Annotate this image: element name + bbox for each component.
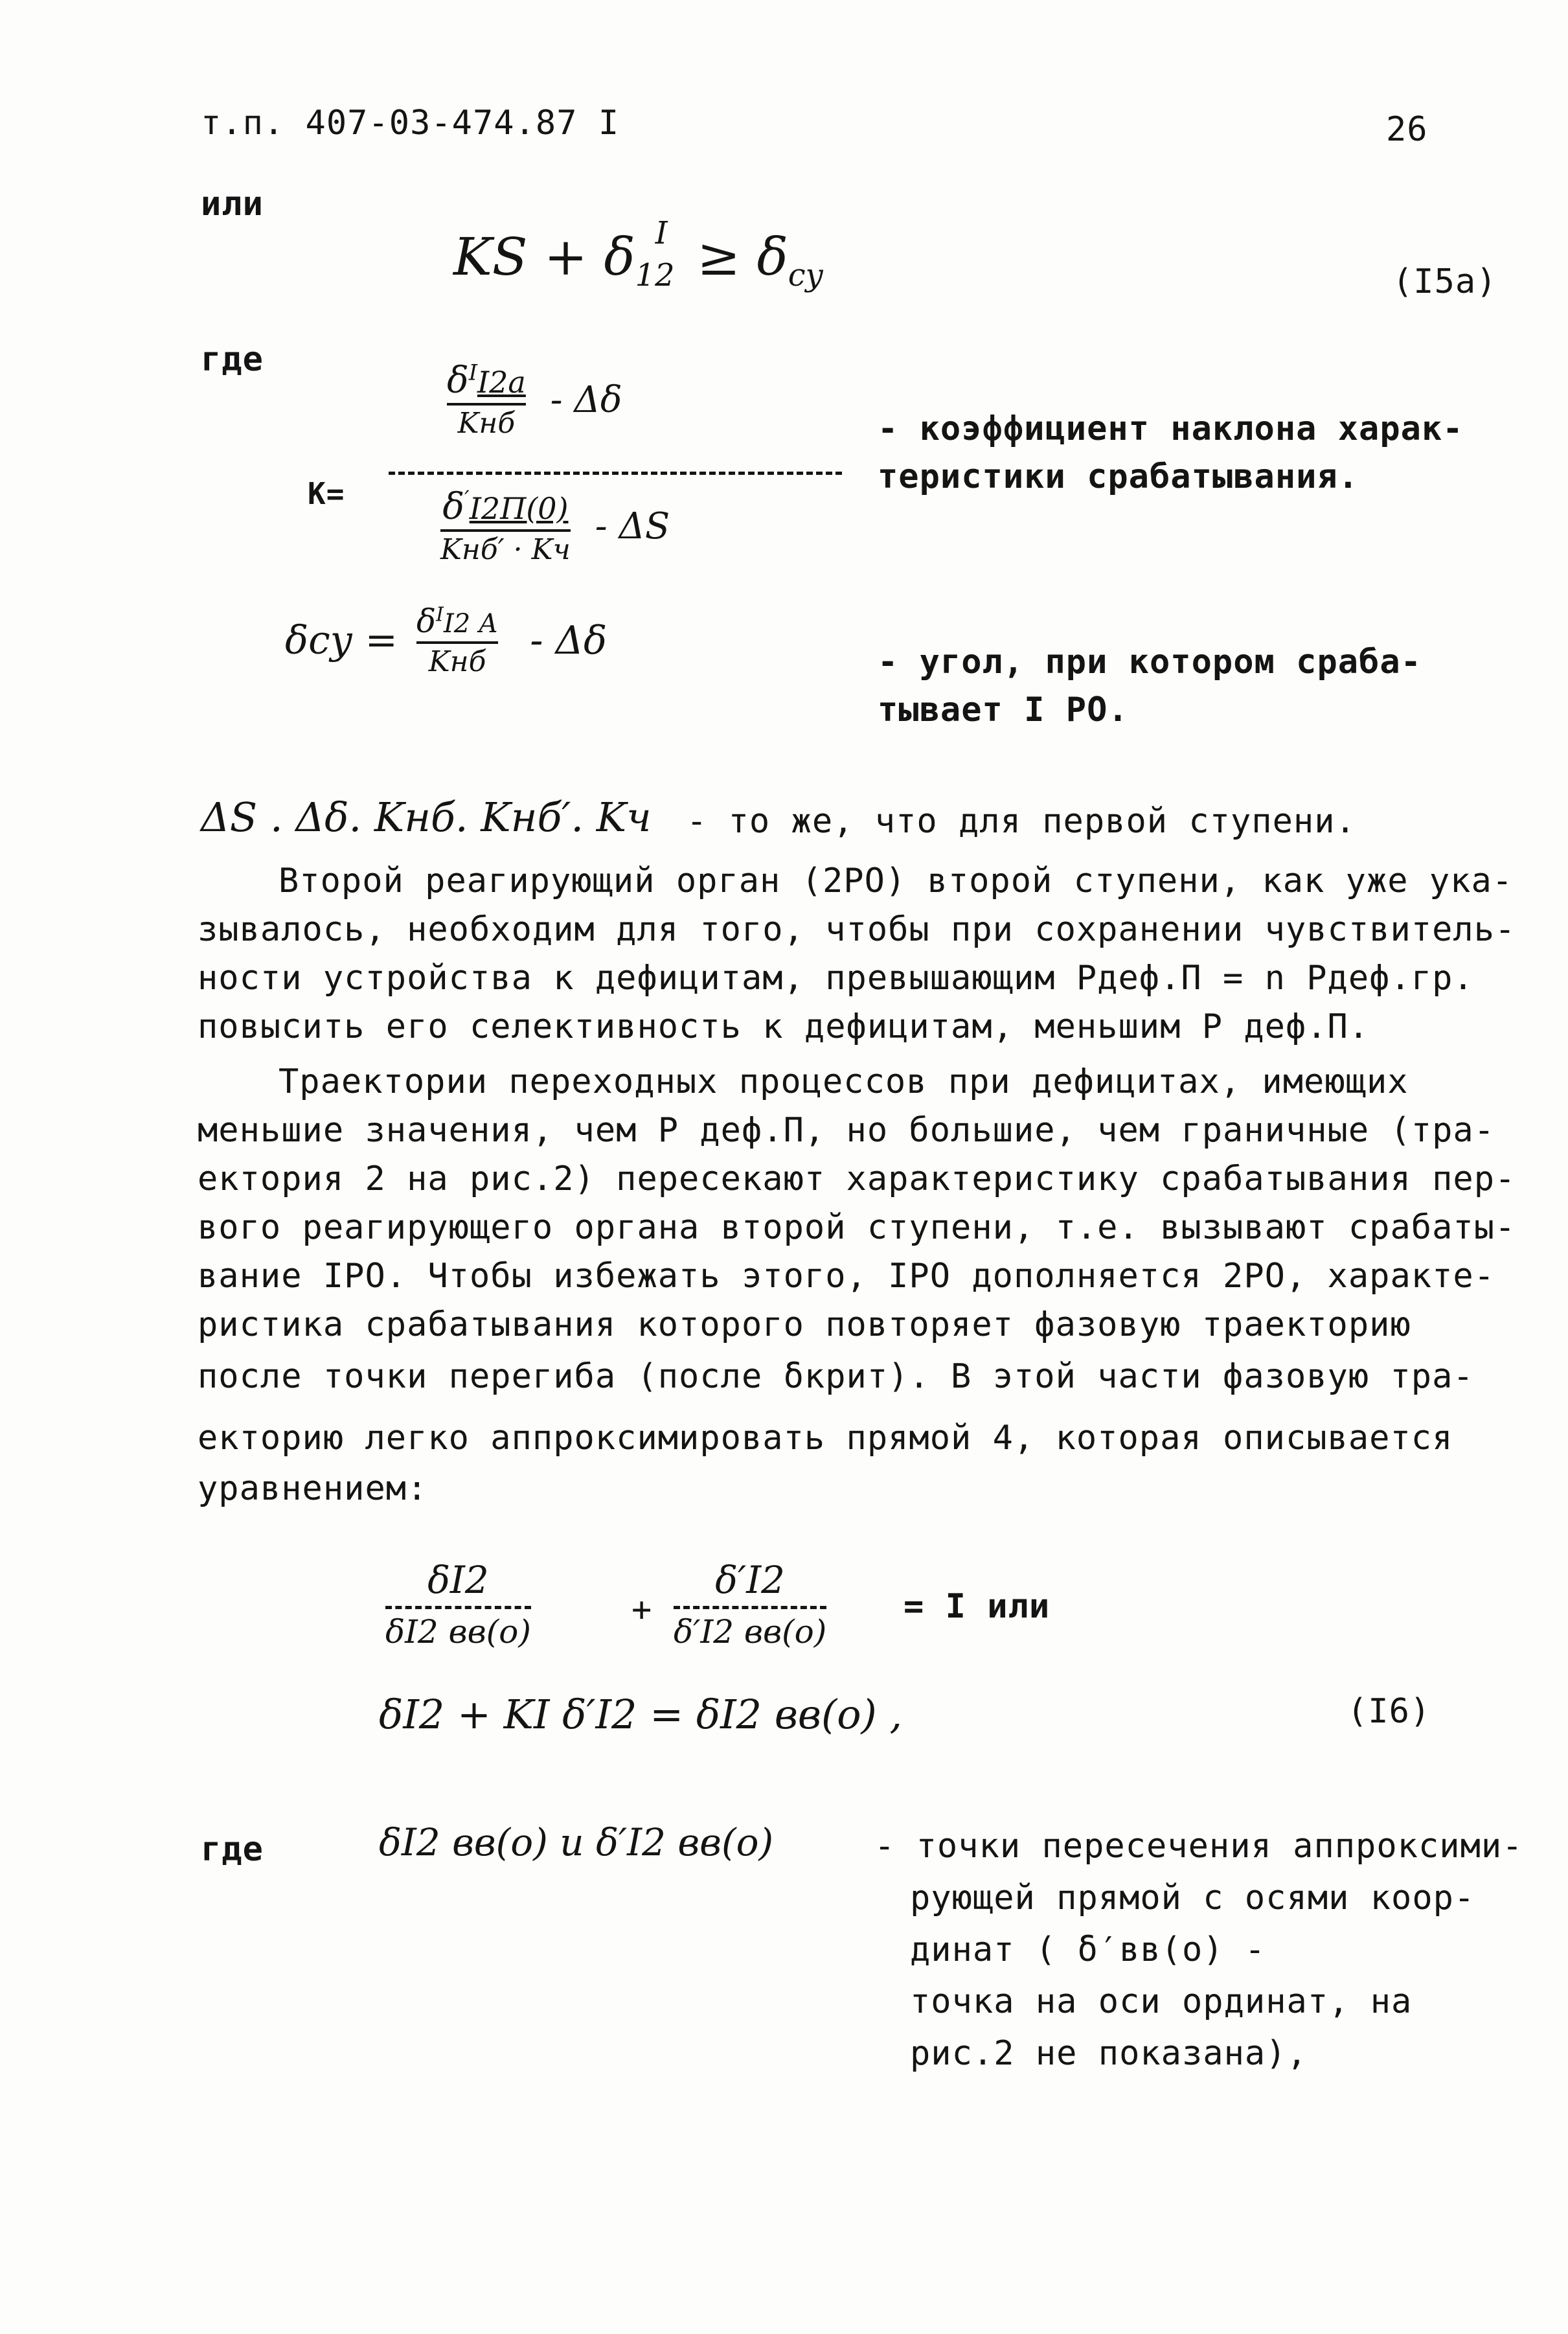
eq16-rhs: = I или — [903, 1587, 1051, 1626]
where2-desc-line-2: рующей прямой с осями коор- — [910, 1879, 1475, 1917]
k-lhs: K= — [308, 476, 345, 511]
k-num-sup: I — [468, 360, 477, 385]
or-label: или — [201, 185, 264, 223]
k-outer-numerator — [447, 360, 622, 440]
k-desc-line-1: - коэффициент наклона харак- — [878, 409, 1464, 448]
para2-line-5: вание IРО. Чтобы избежать этого, IРО дополняется 2РО, характе- — [198, 1257, 1495, 1296]
equation-15a — [453, 215, 824, 293]
eq15a-rel: ≥ δ — [697, 227, 788, 287]
k-den-delta: δ — [442, 486, 465, 528]
eq15a-sup: I — [655, 215, 668, 252]
k-den-minus: - ΔS — [595, 505, 670, 547]
k-den-sup: ′ — [464, 486, 470, 512]
dcy-desc-line-2: тывает I РО. — [878, 691, 1129, 729]
where2-desc-line-1: - точки пересечения аппроксими- — [874, 1827, 1523, 1866]
dcy-description — [878, 638, 1422, 734]
document-code: т.п. 407-03-474.87 I — [201, 104, 620, 143]
where2-description — [874, 1820, 1523, 2079]
k-den-bottom: Kнб′ · Kч — [440, 533, 571, 566]
para1-line-4: повысить его селективность к дефицитам, меньшим Р деф.П. — [198, 1007, 1370, 1046]
eq16-line-2: δI2 + KI δ′I2 = δI2 вв(о) , — [379, 1691, 903, 1738]
k-num-minus: - Δδ — [550, 378, 622, 421]
para1-line-2: зывалось, необходим для того, чтобы при сохранении чувствитель- — [198, 910, 1516, 949]
where2-symbols: δI2 вв(о) и δ′I2 вв(о) — [379, 1820, 774, 1864]
equation-label-15a: (I5a) — [1392, 262, 1497, 301]
para2-line-8: екторию легко аппроксимировать прямой 4, которая описывается — [198, 1419, 1453, 1458]
para2-line-1: Траектории переходных процессов при дефицитах, имеющих — [278, 1062, 1409, 1101]
where2-desc-line-5: рис.2 не показана), — [910, 2034, 1308, 2073]
where2-desc-line-4: точка на оси ординат, на — [910, 1982, 1413, 2021]
dcy-den: Kнб — [428, 645, 486, 678]
para2-line-2: меньшие значения, чем Р деф.П, но большие, чем граничные (тра- — [198, 1111, 1495, 1150]
para2-line-4: вого реагирующего органа второй ступени, т.е. вызывают срабаты- — [198, 1208, 1516, 1247]
eq15a-sub: 12 — [635, 257, 675, 293]
k-num-bottom: Kнб — [457, 407, 516, 440]
dcy-minus: - Δδ — [530, 617, 608, 663]
k-den-sub: I2П(0) — [469, 491, 569, 526]
where-label: где — [201, 340, 264, 379]
k-desc-line-2: теристики срабатывания. — [878, 457, 1359, 496]
para1-line-1: Второй реагирующий орган (2РО) второй ступени, как уже ука- — [278, 862, 1514, 900]
k-num-sub: I2а — [477, 365, 526, 400]
eq16-fraction-2 — [674, 1558, 826, 1651]
where2-desc-line-3: динат ( δ′вв(о) - — [910, 1930, 1266, 1969]
page-number: 26 — [1386, 110, 1428, 149]
dcy-definition — [285, 602, 607, 678]
eq16-fraction-1 — [385, 1558, 531, 1651]
k-outer-denominator — [440, 486, 670, 566]
dcy-num-sup: I — [436, 603, 444, 626]
eq16-label: (I6) — [1347, 1692, 1431, 1731]
para1-line-3: ности устройства к дефицитам, превышающим Рдеф.П = n Рдеф.гр. — [198, 959, 1474, 998]
para2-line-3: ектория 2 на рис.2) пересекают характеристику срабатывания пер- — [198, 1160, 1516, 1198]
para2-line-7: после точки перегиба (после δкрит). В этой части фазовую тра- — [198, 1357, 1474, 1396]
k-num-delta: δ — [447, 360, 469, 402]
eq15a-rel-sub: су — [788, 257, 824, 293]
eq16-frac2-num: δ′I2 — [715, 1558, 786, 1602]
eq15a-part1: KS + δ — [453, 227, 635, 287]
eq16-frac1-num: δI2 — [427, 1558, 489, 1602]
para2-line-9: уравнением: — [198, 1469, 428, 1508]
eq16-frac1-den: δI2 вв(о) — [385, 1613, 531, 1651]
dcy-num-sub: I2 А — [443, 609, 499, 639]
para2-line-6: ристика срабатывания которого повторяет фазовую траекторию — [198, 1305, 1411, 1344]
same-text: - то же, что для первой ступени. — [687, 802, 1356, 841]
dcy-lhs: δсу = — [285, 617, 398, 663]
dcy-num: δ — [416, 602, 437, 640]
where2-label: где — [201, 1830, 264, 1869]
dcy-desc-line-1: - угол, при котором сраба- — [878, 643, 1422, 681]
k-description — [878, 405, 1464, 501]
k-main-fraction-bar — [389, 472, 842, 475]
eq16-plus: + — [631, 1590, 653, 1629]
eq16-frac2-den: δ′I2 вв(о) — [674, 1613, 827, 1651]
same-symbols: ΔS . Δδ. Kнб. Kнб′. Kч — [201, 794, 652, 841]
